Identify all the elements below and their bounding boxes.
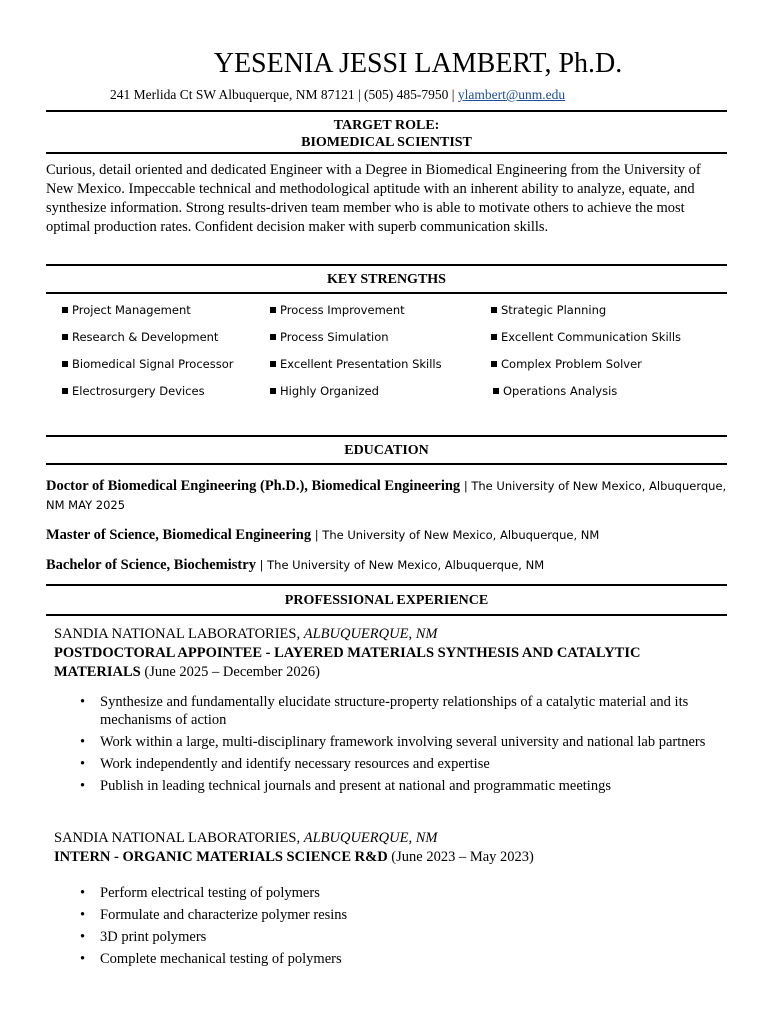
square-bullet-icon (62, 307, 68, 313)
employer-location: ALBUQUERQUE, NM (303, 830, 438, 846)
education-entry (46, 556, 746, 575)
contact-line (110, 86, 565, 104)
square-bullet-icon (62, 388, 68, 394)
school-name: | The University of New Mexico, Albuquerque, NM (255, 558, 545, 572)
square-bullet-icon (491, 361, 497, 367)
strength-item: Operations Analysis (493, 384, 617, 398)
strength-item: Excellent Presentation Skills (270, 357, 442, 371)
strength-item: Highly Organized (270, 384, 379, 398)
education-entry (46, 477, 746, 515)
job-title: INTERN - ORGANIC MATERIALS SCIENCE R&D (54, 849, 388, 865)
divider (46, 463, 727, 465)
employer-line: SANDIA NATIONAL LABORATORIES, ALBUQUERQUE, NM (54, 830, 438, 846)
divider (46, 584, 727, 586)
education-heading: EDUCATION (344, 443, 429, 458)
strength-item: Process Simulation (270, 330, 389, 344)
list-item: • Perform electrical testing of polymers (80, 884, 720, 902)
square-bullet-icon (491, 307, 497, 313)
divider (46, 435, 727, 437)
strength-item: Complex Problem Solver (491, 357, 642, 371)
school-name: | The University of New Mexico, Albuquerque, NM MAY 2025 (46, 479, 727, 512)
strength-item: Process Improvement (270, 303, 405, 317)
employer-line: SANDIA NATIONAL LABORATORIES, ALBUQUERQUE, NM (54, 626, 438, 642)
square-bullet-icon (270, 334, 276, 340)
education-entry (46, 526, 746, 545)
target-role-label: TARGET ROLE: (333, 118, 440, 133)
list-item: • Formulate and characterize polymer resins (80, 906, 720, 924)
candidate-name: YESENIA JESSI LAMBERT, Ph.D. (213, 48, 623, 79)
strength-item: Excellent Communication Skills (491, 330, 681, 344)
employer-name: SANDIA NATIONAL LABORATORIES (54, 830, 297, 846)
square-bullet-icon (62, 334, 68, 340)
list-item: • Work within a large, multi-disciplinary framework involving several university and national lab partners (80, 733, 720, 751)
degree-title: Master of Science, Biomedical Engineering (46, 527, 312, 543)
job-title-line (54, 644, 714, 682)
square-bullet-icon (270, 307, 276, 313)
list-item: • 3D print polymers (80, 928, 720, 946)
strength-item: Strategic Planning (491, 303, 606, 317)
experience-heading: PROFESSIONAL EXPERIENCE (284, 593, 489, 608)
divider (46, 110, 727, 112)
job-dates: (June 2023 – May 2023) (387, 849, 534, 865)
degree-title: Doctor of Biomedical Engineering (Ph.D.), Biomedical Engineering (46, 478, 461, 494)
employer-name: SANDIA NATIONAL LABORATORIES (54, 626, 297, 642)
target-role-title: BIOMEDICAL SCIENTIST (301, 135, 472, 150)
list-item: • Complete mechanical testing of polymers (80, 950, 720, 968)
key-strengths-heading: KEY STRENGTHS (327, 272, 446, 287)
job-dates: (June 2025 – December 2026) (140, 664, 320, 680)
divider (46, 614, 727, 616)
square-bullet-icon (62, 361, 68, 367)
contact-address-phone: 241 Merlida Ct SW Albuquerque, NM 87121 | (505) 485-7950 | (110, 87, 458, 102)
professional-summary: Curious, detail oriented and dedicated Engineer with a Degree in Biomedical Engineering from the University of New Mexico. Impeccable technical and methodological aptitude with an inherent ability to analyze, equate, and synthesize information. Strong results-driven team member who is able to motivate others to achieve the most optimal production rates. Confident decision maker with superb communication skills. (46, 162, 701, 235)
square-bullet-icon (270, 361, 276, 367)
divider (46, 152, 727, 154)
divider (46, 292, 727, 294)
square-bullet-icon (491, 334, 497, 340)
square-bullet-icon (493, 388, 499, 394)
divider (46, 264, 727, 266)
email-link[interactable]: ylambert@unm.edu (457, 87, 566, 102)
list-item: • Synthesize and fundamentally elucidate structure-property relationships of a catalytic material and its mechanisms of action (80, 693, 720, 729)
job-duties-list (80, 884, 720, 972)
job-title: POSTDOCTORAL APPOINTEE - LAYERED MATERIALS SYNTHESIS AND CATALYTIC MATERIALS (54, 645, 641, 680)
list-item: • Publish in leading technical journals and present at national and programmatic meetings (80, 777, 720, 795)
job-duties-list (80, 693, 720, 799)
square-bullet-icon (270, 388, 276, 394)
job-title-line (54, 848, 714, 867)
strength-item: Electrosurgery Devices (62, 384, 205, 398)
strength-item: Project Management (62, 303, 191, 317)
strength-item: Biomedical Signal Processor (62, 357, 233, 371)
list-item: • Work independently and identify necessary resources and expertise (80, 755, 720, 773)
employer-location: ALBUQUERQUE, NM (303, 626, 438, 642)
strength-item: Research & Development (62, 330, 218, 344)
school-name: | The University of New Mexico, Albuquerque, NM (311, 528, 600, 542)
degree-title: Bachelor of Science, Biochemistry (46, 557, 256, 573)
